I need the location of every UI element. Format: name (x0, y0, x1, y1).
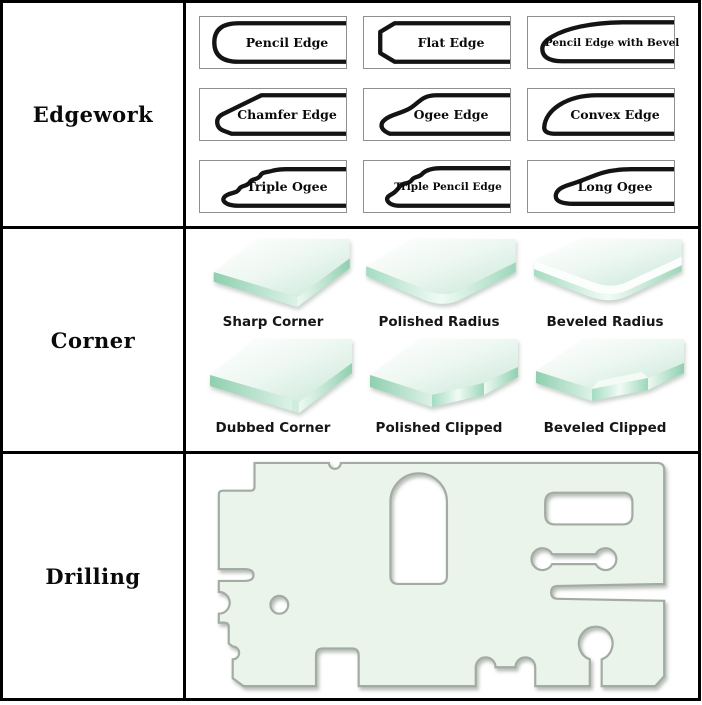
beveled-radius-corner-illustration (526, 239, 684, 307)
corner-tile-polished-clipped (356, 337, 522, 413)
corner-tile-polished-radius (356, 237, 522, 307)
corner-grid (186, 229, 698, 441)
edgework-grid (186, 3, 698, 213)
edge-tile-flat-edge (363, 16, 511, 69)
edge-tile-convex-edge (527, 88, 675, 141)
edge-tile-triple-ogee (199, 160, 347, 213)
corner-cell (186, 226, 698, 451)
corner-label-polished-clipped: Polished Clipped (375, 420, 503, 436)
edgework-row-label: Edgework (32, 102, 154, 127)
edgework-cell (186, 3, 698, 226)
corner-label-sharp: Sharp Corner (222, 314, 324, 330)
corner-label-polished-radius: Polished Radius (378, 314, 500, 330)
drilling-row-label: Drilling (45, 563, 141, 589)
polished-radius-corner-illustration (360, 239, 518, 307)
edge-tile-label: Long Ogee (577, 179, 653, 194)
edge-tile-ogee-edge (363, 88, 511, 141)
polished-clipped-corner-illustration (360, 339, 518, 413)
corner-tile-beveled-radius (522, 237, 688, 307)
corner-tile-dubbed (190, 337, 356, 413)
edge-tile-label: Triple Ogee (246, 179, 328, 194)
edge-tile-label: Triple Pencil Edge (394, 180, 502, 193)
dubbed-corner-illustration (194, 339, 352, 413)
beveled-clipped-corner-illustration (526, 339, 684, 413)
row-header-corner (3, 226, 186, 451)
edge-tile-label: Pencil Edge with Bevel (544, 36, 680, 49)
corner-label-beveled-clipped: Beveled Clipped (543, 420, 667, 436)
corner-tile-sharp (190, 237, 356, 307)
drilling-panel-illustration (186, 454, 696, 698)
edge-tile-chamfer-edge (199, 88, 347, 141)
edge-tile-triple-pencil-edge (363, 160, 511, 213)
corner-row-label: Corner (50, 327, 136, 353)
sharp-corner-illustration (194, 239, 352, 307)
drilling-cell (186, 451, 698, 698)
corner-label-dubbed: Dubbed Corner (215, 420, 331, 436)
edge-tile-pencil-edge-with-bevel (527, 16, 680, 69)
edge-tile-pencil-edge (199, 16, 347, 69)
row-header-drilling (3, 451, 186, 698)
row-header-edgework (3, 3, 186, 226)
edge-tile-label: Convex Edge (570, 107, 660, 122)
edge-tile-long-ogee (527, 160, 675, 213)
edge-tile-label: Ogee Edge (413, 107, 489, 122)
edge-tile-label: Pencil Edge (245, 35, 329, 50)
corner-tile-beveled-clipped (522, 337, 688, 413)
corner-label-beveled-radius: Beveled Radius (546, 314, 664, 330)
edge-tile-label: Flat Edge (417, 35, 485, 50)
edge-tile-label: Chamfer Edge (237, 107, 337, 122)
